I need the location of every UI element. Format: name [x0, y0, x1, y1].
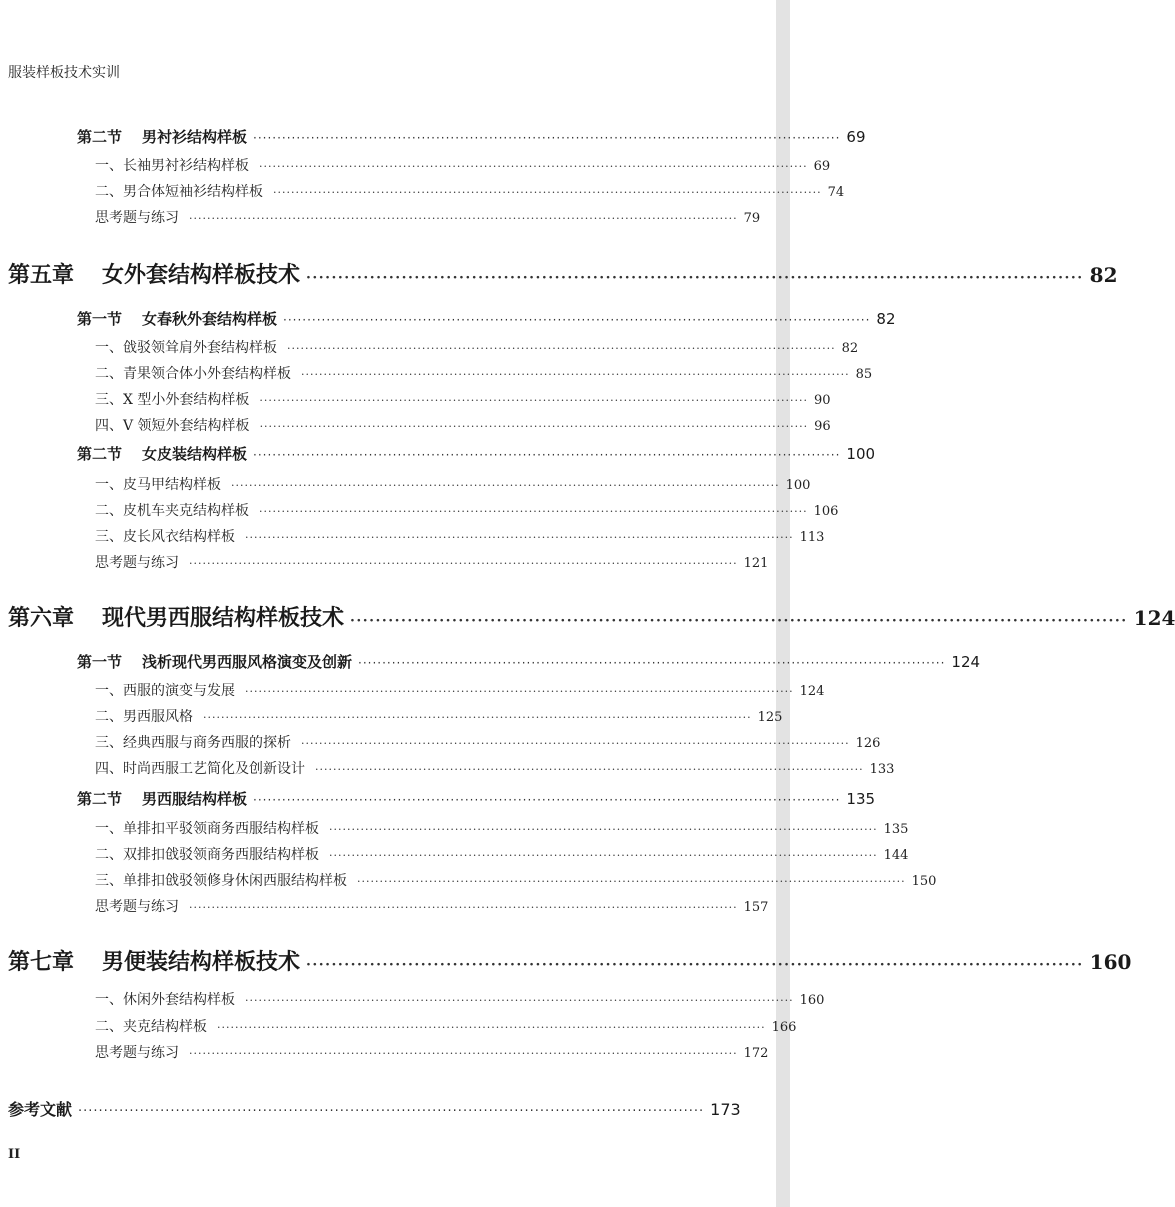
dot-leader: ··························································································································	[287, 342, 836, 355]
toc-refs-row[interactable]	[8, 1097, 741, 1120]
toc-item-title: 二、双排扣戗驳领商务西服结构样板	[95, 847, 319, 863]
toc-item-title: 三、X 型小外套结构样板	[95, 392, 250, 408]
toc-page-number: 135	[883, 822, 909, 837]
toc-item-row[interactable]	[95, 818, 909, 838]
dot-leader: ··························································································································	[78, 1104, 705, 1119]
dot-leader: ··························································································································	[231, 479, 780, 492]
dot-leader: ··························································································································	[315, 763, 864, 776]
toc-item-row[interactable]	[95, 474, 811, 494]
toc-page-number: 82	[876, 310, 896, 328]
toc-item-row[interactable]	[95, 758, 895, 778]
toc-item-row[interactable]	[95, 415, 831, 435]
toc-item-title: 思考题与练习	[95, 555, 179, 571]
dot-leader: ··························································································································	[259, 420, 809, 433]
toc-item-title: 三、皮长风衣结构样板	[95, 529, 235, 545]
toc-item-title: 思考题与练习	[95, 899, 179, 915]
toc-item-row[interactable]	[95, 181, 845, 201]
dot-leader: ··························································································································	[253, 793, 841, 807]
toc-item-row[interactable]	[95, 896, 769, 916]
toc-page-number: 125	[757, 710, 783, 725]
dot-leader: ··························································································································	[189, 901, 738, 914]
toc-item-row[interactable]	[95, 337, 859, 357]
toc-page-number: 85	[855, 367, 873, 382]
toc-item-title: 二、男合体短袖衫结构样板	[95, 184, 263, 200]
dot-leader: ··························································································································	[259, 160, 808, 173]
toc-page-number: 166	[771, 1020, 797, 1035]
toc-section-title: 女皮装结构样板	[142, 445, 248, 463]
toc-page-number: 113	[799, 530, 825, 545]
dot-leader: ··························································································································	[306, 957, 1084, 973]
toc-chapter-label: 第七章	[8, 949, 75, 975]
toc-item-title: 一、皮马甲结构样板	[95, 477, 221, 493]
toc-page-number: 160	[1089, 950, 1132, 974]
dot-leader: ··························································································································	[301, 368, 850, 381]
toc-page-number: 96	[814, 419, 831, 434]
toc-item-row[interactable]	[95, 363, 873, 383]
toc-section-row[interactable]	[77, 788, 876, 809]
toc-section-label: 第一节	[77, 653, 123, 671]
toc-page-number: 124	[951, 653, 981, 671]
dot-leader: ··························································································································	[217, 1021, 766, 1034]
toc-refs-title: 参考文献	[8, 1100, 73, 1119]
toc-page-number: 133	[869, 762, 895, 777]
toc-item-row[interactable]	[95, 207, 761, 227]
dot-leader: ··························································································································	[245, 531, 794, 544]
toc-section-label: 第一节	[77, 310, 123, 328]
toc-item-row[interactable]	[95, 500, 839, 520]
toc-page-number: 82	[1089, 263, 1118, 287]
dot-leader: ··························································································································	[253, 131, 841, 145]
toc-page-number: 172	[743, 1046, 769, 1061]
dot-leader: ··························································································································	[350, 613, 1128, 629]
toc-item-title: 一、单排扣平驳领商务西服结构样板	[95, 821, 319, 837]
toc-page-number: 74	[827, 185, 845, 200]
toc-item-row[interactable]	[95, 870, 937, 890]
toc-section-label: 第二节	[77, 790, 123, 808]
toc-item-title: 一、西服的演变与发展	[95, 683, 235, 699]
dot-leader: ··························································································································	[189, 1047, 738, 1060]
toc-page-number: 90	[814, 393, 831, 408]
toc-item-row[interactable]	[95, 680, 825, 700]
dot-leader: ··························································································································	[283, 313, 871, 327]
toc-section-row[interactable]	[77, 443, 876, 464]
dot-leader: ··························································································································	[245, 685, 794, 698]
toc-page-number: 100	[785, 478, 811, 493]
toc-item-row[interactable]	[95, 844, 909, 864]
toc-page-number: 121	[743, 556, 769, 571]
toc-section-title: 男西服结构样板	[142, 790, 248, 808]
toc-section-row[interactable]	[77, 126, 866, 147]
dot-leader: ··························································································································	[259, 394, 809, 407]
toc-chapter-title: 现代男西服结构样板技术	[102, 605, 345, 631]
toc-item-title: 二、青果领合体小外套结构样板	[95, 366, 291, 382]
dot-leader: ··························································································································	[273, 186, 822, 199]
toc-chapter-row[interactable]	[8, 601, 1175, 632]
toc-page-number: 144	[883, 848, 909, 863]
toc-page-number: 82	[841, 341, 859, 356]
toc-section-title: 女春秋外套结构样板	[142, 310, 278, 328]
dot-leader: ··························································································································	[189, 557, 738, 570]
toc-chapter-label: 第五章	[8, 262, 75, 288]
dot-leader: ··························································································································	[253, 448, 841, 462]
toc-page-number: 126	[855, 736, 881, 751]
dot-leader: ··························································································································	[301, 737, 850, 750]
toc-chapter-row[interactable]	[8, 945, 1132, 976]
toc-item-title: 四、V 领短外套结构样板	[95, 418, 250, 434]
toc-page-number: 150	[911, 874, 937, 889]
toc-page-number: 157	[743, 900, 769, 915]
toc-section-title: 男衬衫结构样板	[142, 128, 248, 146]
toc-item-title: 二、男西服风格	[95, 709, 193, 725]
toc-item-row[interactable]	[95, 552, 769, 572]
toc-item-title: 思考题与练习	[95, 210, 179, 226]
toc-page-number: 69	[813, 159, 831, 174]
toc-page-number: 100	[846, 445, 876, 463]
toc-page-number: 160	[799, 993, 825, 1008]
toc-section-row[interactable]	[77, 651, 981, 672]
dot-leader: ··························································································································	[329, 823, 878, 836]
dot-leader: ··························································································································	[259, 505, 808, 518]
toc-section-title: 浅析现代男西服风格演变及创新	[142, 653, 353, 671]
toc-item-row[interactable]	[95, 1042, 769, 1062]
toc-item-title: 一、戗驳领耸肩外套结构样板	[95, 340, 277, 356]
toc-chapter-label: 第六章	[8, 605, 75, 631]
toc-chapter-row[interactable]	[8, 258, 1118, 289]
dot-leader: ··························································································································	[189, 212, 738, 225]
toc-section-row[interactable]	[77, 308, 896, 329]
toc-item-row[interactable]	[95, 389, 831, 409]
toc-section-label: 第二节	[77, 445, 123, 463]
toc-item-title: 思考题与练习	[95, 1045, 179, 1061]
toc-page-number: 135	[846, 790, 876, 808]
dot-leader: ··························································································································	[329, 849, 878, 862]
toc-page-number: 173	[710, 1100, 741, 1119]
dot-leader: ··························································································································	[306, 270, 1084, 286]
toc-item-row[interactable]	[95, 155, 831, 175]
toc-item-title: 一、长袖男衬衫结构样板	[95, 158, 249, 174]
toc-item-row[interactable]	[95, 989, 825, 1009]
toc-chapter-title: 女外套结构样板技术	[102, 262, 301, 288]
toc-section-label: 第二节	[77, 128, 123, 146]
toc-item-title: 二、皮机车夹克结构样板	[95, 503, 249, 519]
toc-page-number: 79	[743, 211, 761, 226]
dot-leader: ··························································································································	[203, 711, 752, 724]
toc-item-row[interactable]	[95, 732, 881, 752]
toc-item-title: 三、经典西服与商务西服的探析	[95, 735, 291, 751]
toc-item-title: 一、休闲外套结构样板	[95, 992, 235, 1008]
toc-page-number: 124	[799, 684, 825, 699]
dot-leader: ··························································································································	[245, 994, 794, 1007]
running-header: 服装样板技术实训	[8, 65, 120, 81]
toc-item-title: 三、单排扣戗驳领修身休闲西服结构样板	[95, 873, 347, 889]
toc-item-title: 四、时尚西服工艺简化及创新设计	[95, 761, 305, 777]
toc-chapter-title: 男便装结构样板技术	[102, 949, 301, 975]
dot-leader: ··························································································································	[357, 875, 906, 888]
toc-page-number: 106	[813, 504, 839, 519]
toc-item-row[interactable]	[95, 1016, 797, 1036]
page-number: II	[8, 1147, 21, 1162]
toc-page-number: 69	[846, 128, 866, 146]
dot-leader: ··························································································································	[358, 656, 946, 670]
toc-item-title: 二、夹克结构样板	[95, 1019, 207, 1035]
toc-page-number: 124	[1133, 606, 1175, 630]
toc-item-row[interactable]	[95, 706, 783, 726]
toc-item-row[interactable]	[95, 526, 825, 546]
